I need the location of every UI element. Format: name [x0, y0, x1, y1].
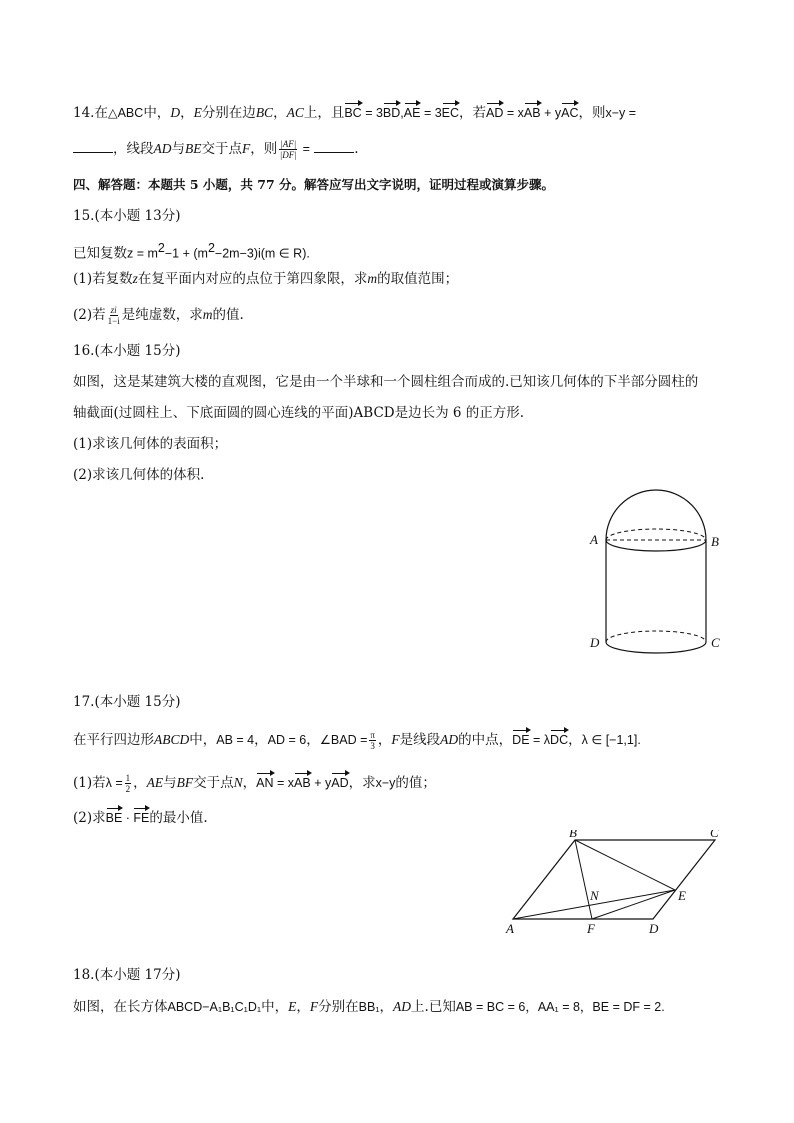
label-e-17: E: [678, 888, 686, 903]
q16-statement-1: 如图，这是某建筑大楼的直观图，它是由一个半球和一个圆柱组合而成的.已知该几何体的下半部分圆柱的: [73, 374, 699, 390]
vector-ab: AB: [523, 106, 541, 120]
label-a-17: A: [506, 921, 514, 936]
label-c-17: C: [710, 830, 719, 840]
q18-statement: 如图，在长方体ABCD−A₁B₁C₁D₁中，E，F分别在BB₁，AD上.已知AB = BC = 6，AA₁ = 8，BE = DF = 2.: [73, 999, 665, 1015]
label-c: C: [711, 635, 720, 650]
vector-ac: AC: [561, 106, 579, 120]
q17-statement: 在平行四边形ABCD中，AB = 4，AD = 6，∠BAD = $\frac{\pi}{3}$ ，F是线段AD的中点，DE = λDC，λ ∈ [−1,1].: [73, 730, 641, 751]
vector-ec: EC: [441, 106, 460, 120]
bottom-ellipse-front: [606, 642, 706, 653]
fraction-pi-3: $\frac{\pi}{3}$: [370, 730, 375, 751]
q18-heading: 18.(本小题 17分): [73, 967, 181, 983]
vector-be: BE: [105, 811, 123, 825]
parallelogram-abcd: [513, 840, 715, 919]
label-d-17: D: [649, 921, 659, 936]
vector-dc: DC: [550, 733, 569, 747]
q16-part2: (2)求该几何体的体积.: [73, 467, 205, 483]
q16-part1: (1)求该几何体的表面积；: [73, 436, 228, 452]
q15-heading: 15.(本小题 13分): [73, 208, 181, 224]
vector-ad-17: AD: [331, 776, 349, 790]
vector-ad: AD: [486, 106, 504, 120]
parallelogram-figure: [500, 830, 730, 940]
fraction-zi: $\frac{zi}{1-i}$: [107, 305, 120, 326]
label-f-17: F: [587, 921, 595, 936]
segment-fe: [592, 890, 675, 919]
q16-statement-2: 轴截面(过圆柱上、下底面圆的圆心连线的平面)ABCD是边长为 6 的正方形.: [73, 405, 525, 421]
q15-part2: (2)若 $\frac{zi}{1-i}$ 是纯虚数，求m的值.: [73, 305, 244, 326]
vector-bd: BD: [382, 106, 401, 120]
section-title: 四、解答题：本题共 5 小题，共 77 分。解答应写出文字说明，证明过程或演算步骤。: [73, 177, 555, 192]
q14-number: 14.: [73, 105, 95, 121]
vector-bc: BC: [344, 106, 362, 120]
segment-be: [575, 840, 675, 890]
q14-line1: 14.在△ABC中，D，E分别在边BC，AC上，且BC = 3BD,AE = 3EC，若AD = xAB + yAC，则x−y =: [73, 105, 637, 121]
q14-line2: ，线段AD与BE交于点F，则 $\frac{|AF|}{|DF|}$ = .: [73, 139, 359, 160]
q17-part1: (1)若λ = $\frac{1}{2}$ ，AE与BF交于点N，AN = xAB + yAD，求x−y的值；: [73, 773, 436, 794]
label-d: D: [590, 635, 600, 650]
vector-de: DE: [512, 733, 530, 747]
label-a: A: [590, 532, 598, 547]
q17-part2: (2)求BE · FE的最小值.: [73, 810, 208, 826]
vector-fe: FE: [133, 811, 150, 825]
top-ellipse-back: [606, 529, 706, 540]
vector-ae: AE: [403, 106, 421, 120]
answer-blank-1[interactable]: [73, 152, 113, 153]
q17-heading: 17.(本小题 15分): [73, 694, 181, 710]
q15-statement: 已知复数$z = m^2-1 + (m^2-2m-3)i(m$ ∈ R).: [73, 241, 310, 262]
vector-an: AN: [256, 776, 274, 790]
vector-ab-17: AB: [294, 776, 311, 790]
cylinder-hemisphere-figure: [580, 485, 730, 665]
fraction-af-df: $\frac{|AF|}{|DF|}$: [279, 139, 297, 160]
label-b: B: [711, 534, 719, 549]
q16-heading: 16.(本小题 15分): [73, 343, 181, 359]
answer-blank-2[interactable]: [314, 152, 354, 153]
label-b-17: B: [569, 830, 577, 840]
label-n-17: N: [590, 888, 599, 903]
bottom-ellipse-back: [606, 631, 706, 642]
fraction-1-2: $\frac{1}{2}$: [125, 773, 131, 794]
q15-part1: (1)若复数z在复平面内对应的点位于第四象限，求m的取值范围；: [73, 271, 459, 287]
top-ellipse-front: [606, 540, 706, 551]
